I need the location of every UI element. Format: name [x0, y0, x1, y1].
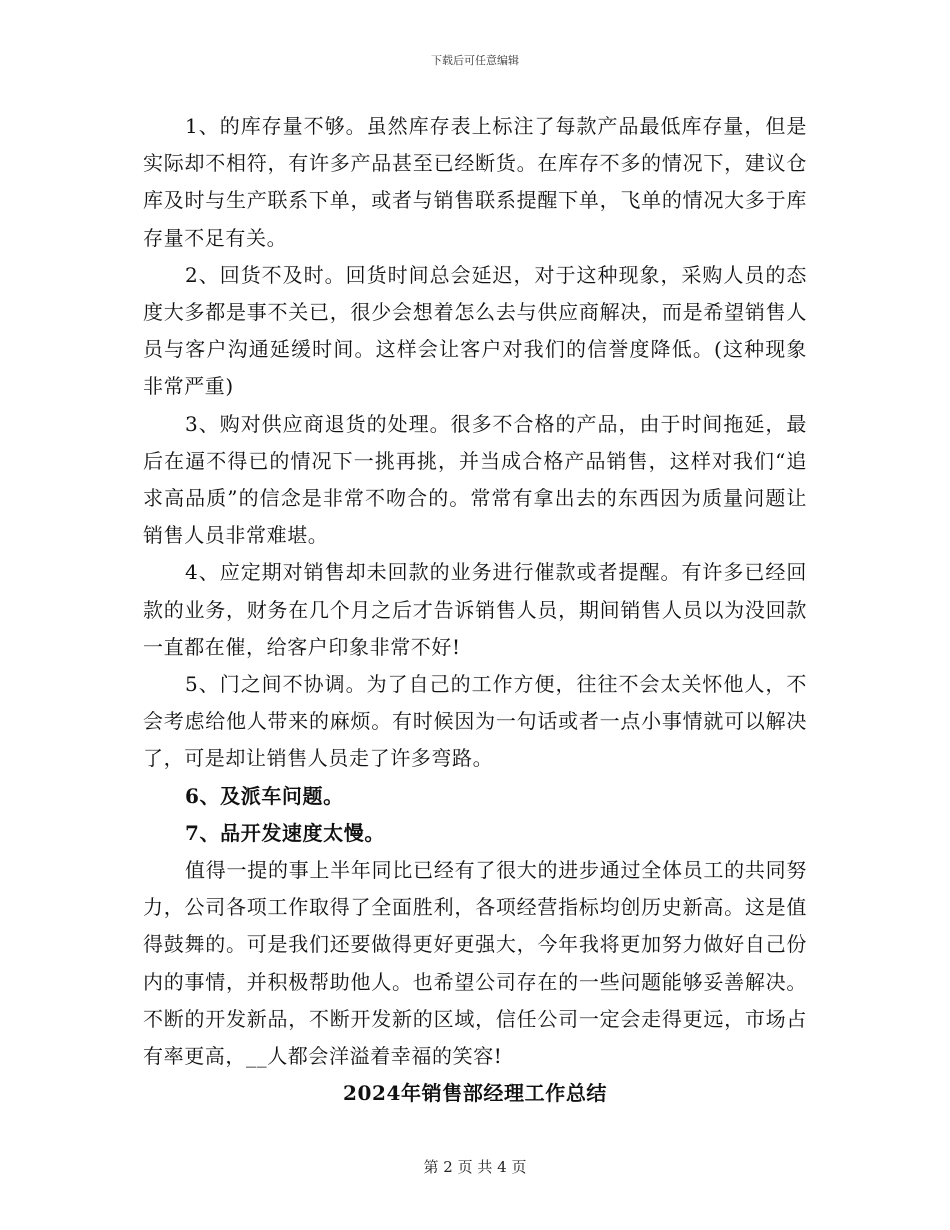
paragraph-product-development: 7、品开发速度太慢。	[185, 820, 385, 845]
paragraph-department-coordination: 5、门之间不协调。为了自己的工作方便，往往不会太关怀他人，不会考虑给他人带来的麻烦。有时候因为一句话或者一点小事情就可以解决了，可是却让销售人员走了许多弯路。	[143, 672, 807, 771]
paragraph-conclusion: 值得一提的事上半年同比已经有了很大的进步通过全体员工的共同努力，公司各项工作取得了全面胜利，各项经营指标均创历史新高。这是值得鼓舞的。可是我们还要做得更好更强大，今年我将更加努力做好自己份内的事情，并积极帮助他人。也希望公司存在的一些问题能够妥善解决。不断的开发新品，不断开发新的区域，信任公司一定会走得更远，市场占有率更高，__人都会洋溢着幸福的笑容!	[143, 858, 807, 1069]
document-body	[143, 108, 807, 1112]
paragraph-vehicle-dispatch: 6、及派车问题。	[185, 783, 344, 808]
paragraph-inventory: 1、的库存量不够。虽然库存表上标注了每款产品最低库存量，但是实际却不相符，有许多产品甚至已经断货。在库存不多的情况下，建议仓库及时与生产联系下单，或者与销售联系提醒下单，飞单的情况大多于库存量不足有关。	[143, 114, 807, 250]
page-number: 第 2 页 共 4 页	[423, 1158, 527, 1176]
paragraph-payment-collection: 4、应定期对销售却未回款的业务进行催款或者提醒。有许多已经回款的业务，财务在几个月之后才告诉销售人员，期间销售人员以为没回款一直都在催，给客户印象非常不好!	[143, 560, 807, 659]
paragraph-supplier-returns: 3、购对供应商退货的处理。很多不合格的产品，由于时间拖延，最后在逼不得已的情况下一挑再挑，并当成合格产品销售，这样对我们“追求高品质”的信念是非常不吻合的。常常有拿出去的东西因为质量问题让销售人员非常难堪。	[143, 411, 807, 548]
page-header: 下载后可任意编辑	[431, 54, 519, 67]
paragraph-delivery-delay: 2、回货不及时。回货时间总会延迟，对于这种现象，采购人员的态度大多都是事不关已，很少会想着怎么去与供应商解决，而是希望销售人员与客户沟通延缓时间。这样会让客户对我们的信誉度降低。(这种现象非常严重)	[143, 262, 807, 399]
section-heading: 2024年销售部经理工作总结	[342, 1081, 608, 1106]
